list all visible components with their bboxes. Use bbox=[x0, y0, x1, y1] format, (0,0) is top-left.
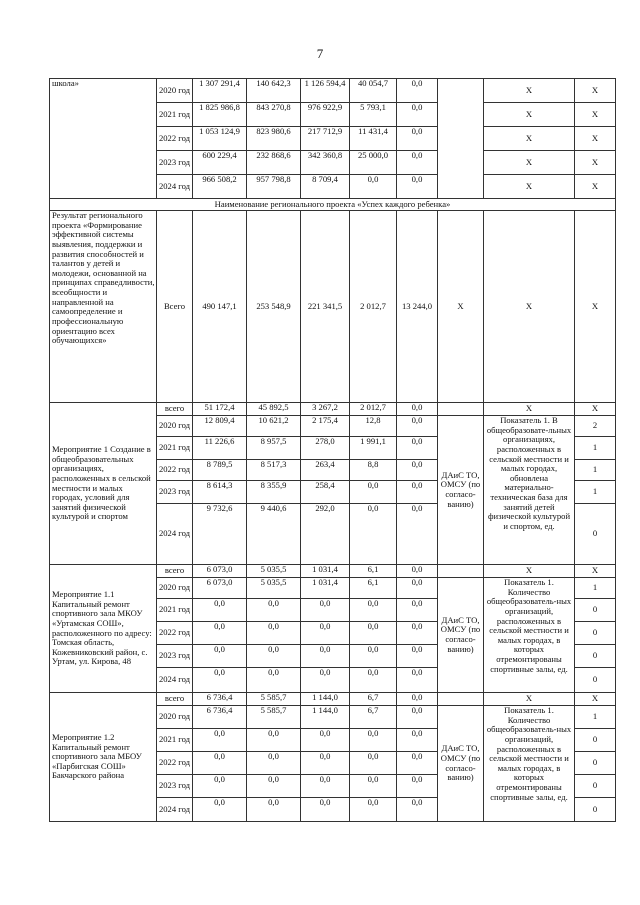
value-reg: 1 144,0 bbox=[301, 706, 350, 729]
table-row bbox=[50, 565, 616, 578]
responsible-cell: ДАиС ТО, ОМСУ (по согласо-ванию) bbox=[438, 578, 484, 693]
value-total: 6 073,0 bbox=[193, 565, 247, 578]
project-header-row bbox=[50, 199, 616, 211]
value-reg: 0,0 bbox=[301, 645, 350, 668]
year-cell: всего bbox=[157, 693, 193, 706]
indicator-cell: Х bbox=[484, 127, 575, 151]
value-other: 0,0 bbox=[397, 79, 438, 103]
value-fed: 0,0 bbox=[247, 752, 301, 775]
value-v: Х bbox=[575, 211, 616, 403]
indicator-value: Х bbox=[575, 565, 616, 578]
value-other: 0,0 bbox=[397, 127, 438, 151]
indicator-value: Х bbox=[575, 127, 616, 151]
value-total: 12 809,4 bbox=[193, 416, 247, 437]
value-total: 8 789,5 bbox=[193, 460, 247, 481]
value-other: 0,0 bbox=[397, 578, 438, 599]
year-cell: Всего bbox=[157, 211, 193, 403]
indicator-value: Х bbox=[575, 175, 616, 199]
value-loc: 0,0 bbox=[350, 798, 397, 822]
empty-cell bbox=[438, 693, 484, 706]
value-other: 0,0 bbox=[397, 729, 438, 752]
value-other: 0,0 bbox=[397, 693, 438, 706]
page-number: 7 bbox=[316, 46, 324, 61]
value-other: 0,0 bbox=[397, 645, 438, 668]
indicator-cell: Х bbox=[484, 565, 575, 578]
value-loc: 0,0 bbox=[350, 175, 397, 199]
value-fed: 5 585,7 bbox=[247, 693, 301, 706]
value-other: 0,0 bbox=[397, 437, 438, 460]
value-loc: 0,0 bbox=[350, 668, 397, 693]
value-loc: 6,7 bbox=[350, 706, 397, 729]
value-fed: 45 892,5 bbox=[247, 403, 301, 416]
indicator-value: 0 bbox=[575, 775, 616, 798]
year-cell: 2024 год bbox=[157, 668, 193, 693]
value-total: 9 732,6 bbox=[193, 504, 247, 565]
indicator-cell: Показатель 1. В общеобразовате-льных организациях, расположенных в сельской местности и малых городах, обновлена материально-техническая база для занятий детей физической культурой и спортом, ед. bbox=[484, 416, 575, 565]
value-reg: 0,0 bbox=[301, 622, 350, 645]
year-cell: всего bbox=[157, 565, 193, 578]
year-cell: 2024 год bbox=[157, 175, 193, 199]
value-reg: 258,4 bbox=[301, 481, 350, 504]
value-other: 0,0 bbox=[397, 460, 438, 481]
year-cell: 2022 год bbox=[157, 752, 193, 775]
indicator-cell: Х bbox=[484, 103, 575, 127]
year-cell: 2024 год bbox=[157, 504, 193, 565]
year-cell: 2023 год bbox=[157, 151, 193, 175]
value-reg: 278,0 bbox=[301, 437, 350, 460]
value-fed: 0,0 bbox=[247, 645, 301, 668]
value-total: 600 229,4 bbox=[193, 151, 247, 175]
indicator-value: 2 bbox=[575, 416, 616, 437]
value-loc: 25 000,0 bbox=[350, 151, 397, 175]
value-fed: 0,0 bbox=[247, 622, 301, 645]
value-reg: 0,0 bbox=[301, 775, 350, 798]
value-fed: 10 621,2 bbox=[247, 416, 301, 437]
value-fed: 957 798,8 bbox=[247, 175, 301, 199]
value-other: 0,0 bbox=[397, 622, 438, 645]
indicator-value: 1 bbox=[575, 437, 616, 460]
indicator-value: 0 bbox=[575, 668, 616, 693]
value-loc: 6,1 bbox=[350, 565, 397, 578]
value-reg: 0,0 bbox=[301, 798, 350, 822]
year-cell: 2020 год bbox=[157, 578, 193, 599]
value-other: 0,0 bbox=[397, 798, 438, 822]
value-loc: 12,8 bbox=[350, 416, 397, 437]
value-total: 0,0 bbox=[193, 775, 247, 798]
value-total: 1 053 124,9 bbox=[193, 127, 247, 151]
indicator-value: 1 bbox=[575, 578, 616, 599]
value-fed: 232 868,6 bbox=[247, 151, 301, 175]
responsible-cell: ДАиС ТО, ОМСУ (по согласо-ванию) bbox=[438, 416, 484, 565]
year-cell: 2020 год bbox=[157, 706, 193, 729]
value-other: 0,0 bbox=[397, 775, 438, 798]
value-total: 966 508,2 bbox=[193, 175, 247, 199]
indicator-value: 0 bbox=[575, 729, 616, 752]
value-loc: 0,0 bbox=[350, 504, 397, 565]
value-fed: 253 548,9 bbox=[247, 211, 301, 403]
value-total: 0,0 bbox=[193, 798, 247, 822]
value-other: 0,0 bbox=[397, 752, 438, 775]
table-row bbox=[50, 693, 616, 706]
value-fed: 0,0 bbox=[247, 729, 301, 752]
value-fed: 5 035,5 bbox=[247, 578, 301, 599]
project-header: Наименование регионального проекта «Успех каждого ребенка» bbox=[50, 199, 616, 211]
value-other: 0,0 bbox=[397, 599, 438, 622]
year-cell: 2024 год bbox=[157, 798, 193, 822]
year-cell: всего bbox=[157, 403, 193, 416]
value-ind: Х bbox=[484, 211, 575, 403]
value-total: 0,0 bbox=[193, 668, 247, 693]
year-cell: 2023 год bbox=[157, 481, 193, 504]
value-other: 0,0 bbox=[397, 504, 438, 565]
table-body bbox=[50, 79, 616, 822]
value-fed: 9 440,6 bbox=[247, 504, 301, 565]
value-reg: 2 175,4 bbox=[301, 416, 350, 437]
value-reg: 0,0 bbox=[301, 752, 350, 775]
year-cell: 2023 год bbox=[157, 775, 193, 798]
value-total: 6 073,0 bbox=[193, 578, 247, 599]
value-other: 0,0 bbox=[397, 416, 438, 437]
indicator-cell: Х bbox=[484, 151, 575, 175]
indicator-value: 0 bbox=[575, 798, 616, 822]
indicator-value: 1 bbox=[575, 706, 616, 729]
indicator-value: 0 bbox=[575, 645, 616, 668]
value-loc: 0,0 bbox=[350, 599, 397, 622]
empty-cell bbox=[438, 403, 484, 416]
value-reg: 3 267,2 bbox=[301, 403, 350, 416]
value-total: 0,0 bbox=[193, 752, 247, 775]
value-fed: 0,0 bbox=[247, 798, 301, 822]
value-loc: 0,0 bbox=[350, 481, 397, 504]
value-total: 6 736,4 bbox=[193, 706, 247, 729]
value-loc: 8,8 bbox=[350, 460, 397, 481]
value-loc: 0,0 bbox=[350, 645, 397, 668]
value-loc: 0,0 bbox=[350, 775, 397, 798]
year-cell: 2021 год bbox=[157, 599, 193, 622]
indicator-value: 0 bbox=[575, 504, 616, 565]
value-other: 0,0 bbox=[397, 668, 438, 693]
value-resp: Х bbox=[438, 211, 484, 403]
value-total: 0,0 bbox=[193, 729, 247, 752]
indicator-cell: Х bbox=[484, 175, 575, 199]
activity-name: школа» bbox=[50, 79, 157, 199]
value-total: 1 307 291,4 bbox=[193, 79, 247, 103]
value-reg: 1 031,4 bbox=[301, 578, 350, 599]
table-row bbox=[50, 79, 616, 103]
value-reg: 292,0 bbox=[301, 504, 350, 565]
result-row bbox=[50, 211, 616, 403]
year-cell: 2022 год bbox=[157, 460, 193, 481]
indicator-value: 1 bbox=[575, 460, 616, 481]
value-loc: 40 054,7 bbox=[350, 79, 397, 103]
value-loc: 5 793,1 bbox=[350, 103, 397, 127]
indicator-cell: Показатель 1. Количество общеобразователь-ных организаций, расположенных в сельской местности и малых городах, в которых отремонтированы спортивные залы, ед. bbox=[484, 578, 575, 693]
value-loc: 2 012,7 bbox=[350, 211, 397, 403]
value-other: 0,0 bbox=[397, 151, 438, 175]
value-other: 13 244,0 bbox=[397, 211, 438, 403]
indicator-value: Х bbox=[575, 79, 616, 103]
year-cell: 2020 год bbox=[157, 79, 193, 103]
value-reg: 1 144,0 bbox=[301, 693, 350, 706]
value-fed: 823 980,6 bbox=[247, 127, 301, 151]
value-reg: 0,0 bbox=[301, 668, 350, 693]
activity-name: Мероприятие 1 Создание в общеобразовательных организациях, расположенных в сельской местности и малых городах, условий для занятий физической культурой и спортом bbox=[50, 403, 157, 565]
value-fed: 8 517,3 bbox=[247, 460, 301, 481]
indicator-value: Х bbox=[575, 693, 616, 706]
year-cell: 2023 год bbox=[157, 645, 193, 668]
year-cell: 2021 год bbox=[157, 729, 193, 752]
value-loc: 0,0 bbox=[350, 622, 397, 645]
value-fed: 8 957,5 bbox=[247, 437, 301, 460]
value-total: 490 147,1 bbox=[193, 211, 247, 403]
value-other: 0,0 bbox=[397, 403, 438, 416]
budget-table bbox=[49, 78, 616, 822]
value-fed: 0,0 bbox=[247, 668, 301, 693]
value-total: 1 825 986,8 bbox=[193, 103, 247, 127]
year-cell: 2021 год bbox=[157, 103, 193, 127]
value-reg: 1 126 594,4 bbox=[301, 79, 350, 103]
value-reg: 1 031,4 bbox=[301, 565, 350, 578]
value-fed: 8 355,9 bbox=[247, 481, 301, 504]
value-other: 0,0 bbox=[397, 175, 438, 199]
indicator-cell: Х bbox=[484, 693, 575, 706]
value-reg: 8 709,4 bbox=[301, 175, 350, 199]
value-total: 0,0 bbox=[193, 645, 247, 668]
value-loc: 2 012,7 bbox=[350, 403, 397, 416]
value-fed: 0,0 bbox=[247, 599, 301, 622]
value-loc: 6,1 bbox=[350, 578, 397, 599]
indicator-value: 0 bbox=[575, 622, 616, 645]
value-fed: 5 035,5 bbox=[247, 565, 301, 578]
indicator-value: Х bbox=[575, 403, 616, 416]
value-total: 8 614,3 bbox=[193, 481, 247, 504]
responsible-cell bbox=[438, 79, 484, 199]
indicator-cell: Х bbox=[484, 79, 575, 103]
value-total: 0,0 bbox=[193, 599, 247, 622]
indicator-value: Х bbox=[575, 151, 616, 175]
table-row bbox=[50, 403, 616, 416]
value-fed: 140 642,3 bbox=[247, 79, 301, 103]
value-total: 0,0 bbox=[193, 622, 247, 645]
value-other: 0,0 bbox=[397, 565, 438, 578]
indicator-cell: Х bbox=[484, 403, 575, 416]
value-fed: 0,0 bbox=[247, 775, 301, 798]
year-cell: 2021 год bbox=[157, 437, 193, 460]
value-loc: 0,0 bbox=[350, 729, 397, 752]
year-cell: 2022 год bbox=[157, 127, 193, 151]
indicator-value: 1 bbox=[575, 481, 616, 504]
value-loc: 1 991,1 bbox=[350, 437, 397, 460]
indicator-value: 0 bbox=[575, 752, 616, 775]
value-loc: 0,0 bbox=[350, 752, 397, 775]
value-total: 51 172,4 bbox=[193, 403, 247, 416]
value-reg: 976 922,9 bbox=[301, 103, 350, 127]
value-loc: 6,7 bbox=[350, 693, 397, 706]
value-fed: 5 585,7 bbox=[247, 706, 301, 729]
year-cell: 2022 год bbox=[157, 622, 193, 645]
value-total: 11 226,6 bbox=[193, 437, 247, 460]
value-other: 0,0 bbox=[397, 481, 438, 504]
value-reg: 221 341,5 bbox=[301, 211, 350, 403]
activity-name: Мероприятие 1.2 Капитальный ремонт спортивного зала МБОУ «Парбигская СОШ» Бакчарского района bbox=[50, 693, 157, 822]
activity-name: Мероприятие 1.1 Капитальный ремонт спортивного зала МКОУ «Уртамская СОШ», расположенного по адресу: Томская область, Кожевниковский район, с. Уртам, ул. Кирова, 48 bbox=[50, 565, 157, 693]
responsible-cell: ДАиС ТО, ОМСУ (по согласо-ванию) bbox=[438, 706, 484, 822]
result-name: Результат регионального проекта «Формирование эффективной системы выявления, поддержки и развития способностей и талантов у детей и молодежи, основанной на принципах справедливости, всеобщности и направленной на самоопределение и профессиональную ориентацию всех обучающихся» bbox=[50, 211, 157, 403]
value-reg: 263,4 bbox=[301, 460, 350, 481]
value-reg: 217 712,9 bbox=[301, 127, 350, 151]
value-total: 6 736,4 bbox=[193, 693, 247, 706]
value-reg: 0,0 bbox=[301, 599, 350, 622]
value-loc: 11 431,4 bbox=[350, 127, 397, 151]
indicator-value: Х bbox=[575, 103, 616, 127]
year-cell: 2020 год bbox=[157, 416, 193, 437]
indicator-cell: Показатель 1. Количество общеобразователь-ных организаций, расположенных в сельской местности и малых городах, в которых отремонтированы спортивные залы, ед. bbox=[484, 706, 575, 822]
indicator-value: 0 bbox=[575, 599, 616, 622]
value-other: 0,0 bbox=[397, 706, 438, 729]
empty-cell bbox=[438, 565, 484, 578]
value-reg: 0,0 bbox=[301, 729, 350, 752]
value-other: 0,0 bbox=[397, 103, 438, 127]
value-reg: 342 360,8 bbox=[301, 151, 350, 175]
value-fed: 843 270,8 bbox=[247, 103, 301, 127]
